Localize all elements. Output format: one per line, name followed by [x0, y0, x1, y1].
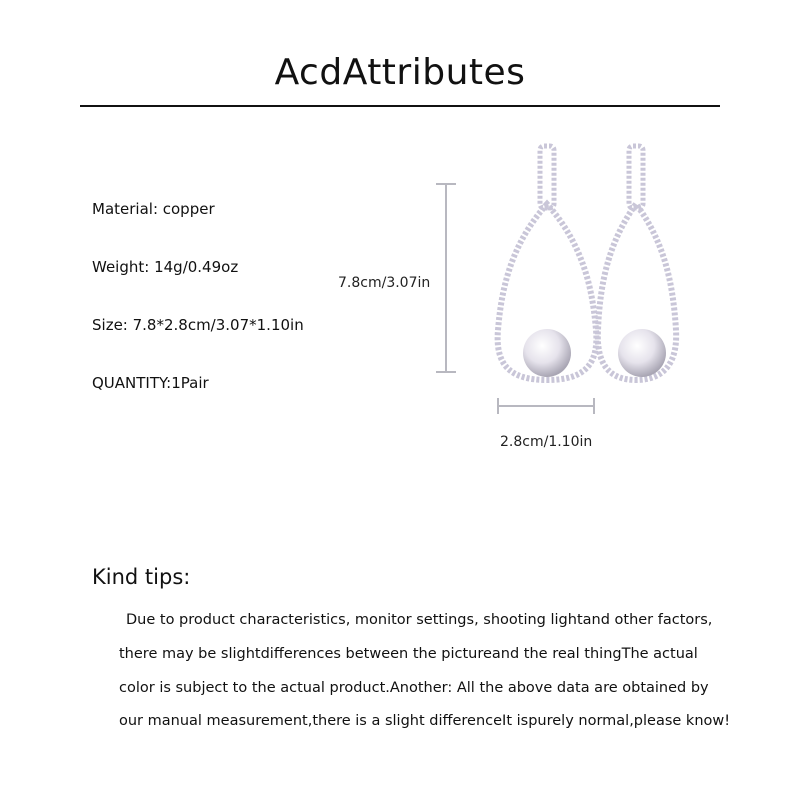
title-divider	[80, 105, 720, 107]
tip-line: color is subject to the actual product.Another: All the above data are obtained by	[119, 680, 709, 696]
right-earring	[598, 146, 676, 380]
tip-line: our manual measurement,there is a slight differenceIt ispurely normal,please know!	[119, 713, 731, 729]
tips-heading: Kind tips:	[92, 565, 191, 589]
tip-line: there may be slightdifferences between the pictureand the real thingThe actual	[119, 646, 698, 662]
spec-size: Size: 7.8*2.8cm/3.07*1.10in	[92, 316, 304, 334]
left-earring	[498, 146, 597, 380]
page-title: AcdAttributes	[274, 52, 526, 93]
tip-line: Due to product characteristics, monitor settings, shooting lightand other factors,	[126, 612, 713, 628]
height-label: 7.8cm/3.07in	[338, 275, 431, 291]
spec-quantity: QUANTITY:1Pair	[92, 374, 209, 392]
spec-material: Material: copper	[92, 200, 215, 218]
width-label: 2.8cm/1.10in	[500, 434, 593, 450]
earrings-image	[430, 140, 710, 420]
spec-weight: Weight: 14g/0.49oz	[92, 258, 239, 276]
